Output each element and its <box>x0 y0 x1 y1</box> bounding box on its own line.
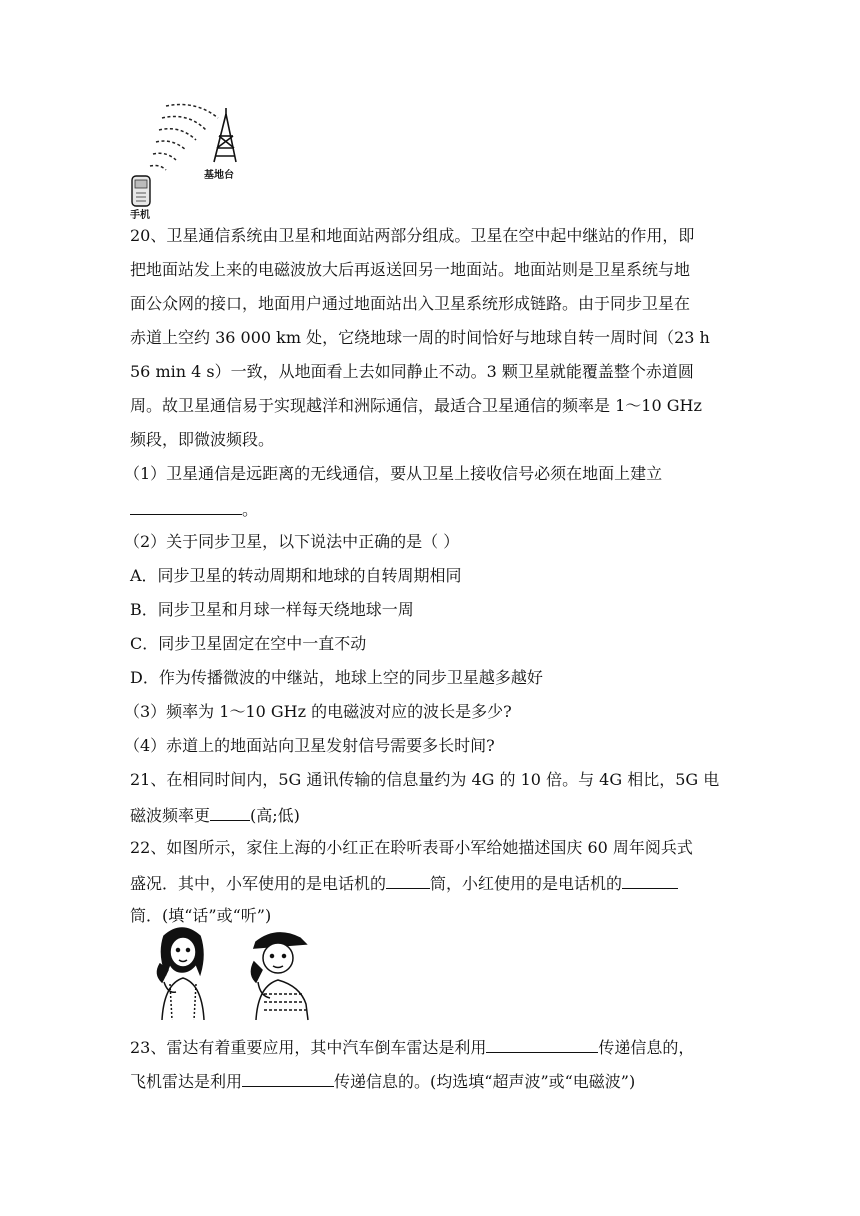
q22-text-b: 筒，小红使用的是电话机的 <box>430 874 623 893</box>
q22-line-1: 22、如图所示，家住上海的小红正在聆听表哥小军给她描述国庆 60 周年阅兵式 <box>130 838 693 857</box>
q22-blank-2[interactable] <box>622 872 678 889</box>
signal-waves-diagram <box>126 96 266 220</box>
q22-line-2 <box>130 872 678 894</box>
q20-option-a: A．同步卫星的转动周期和地球的自转周期相同 <box>130 566 462 585</box>
q23-text-c: 飞机雷达是利用 <box>130 1072 243 1091</box>
q20-sub3: （3）频率为 1～10 GHz 的电磁波对应的波长是多少? <box>124 702 512 721</box>
q20-option-c: C．同步卫星固定在空中一直不动 <box>130 634 367 653</box>
q20-line-3: 面公众网的接口，地面用户通过地面站出入卫星系统形成链路。由于同步卫星在 <box>130 294 691 313</box>
q20-sub1-end: 。 <box>242 500 259 519</box>
tower-label: 基地台 <box>204 170 234 181</box>
q20-sub2: （2）关于同步卫星，以下说法中正确的是（ ） <box>124 532 460 551</box>
q23-line-2 <box>130 1070 635 1092</box>
telephone-people-figure <box>150 924 330 1024</box>
q21-line-1: 21、在相同时间内，5G 通讯传输的信息量约为 4G 的 10 倍。与 4G 相比，5G 电 <box>130 770 720 789</box>
q23-text-b: 传递信息的， <box>598 1038 695 1057</box>
boy-on-phone-icon <box>251 933 308 1020</box>
q20-option-d: D．作为传播微波的中继站，地球上空的同步卫星越多越好 <box>130 668 543 687</box>
q20-sub4: （4）赤道上的地面站向卫星发射信号需要多长时间? <box>124 736 495 755</box>
q20-line-1: 20、卫星通信系统由卫星和地面站两部分组成。卫星在空中起中继站的作用，即 <box>130 226 695 245</box>
girl-on-phone-icon <box>157 928 204 1020</box>
phone-label: 手机 <box>130 210 150 221</box>
q20-line-6: 周。故卫星通信易于实现越洋和洲际通信，最适合卫星通信的频率是 1～10 GHz <box>130 396 702 415</box>
q22-line-3: 筒．(填“话”或“听”) <box>130 906 272 925</box>
q21-line-2 <box>130 804 300 826</box>
q20-line-5: 56 min 4 s）一致，从地面看上去如同静止不动。3 颗卫星就能覆盖整个赤道圆 <box>130 362 694 381</box>
q21-blank[interactable] <box>210 804 250 821</box>
q20-line-2: 把地面站发上来的电磁波放大后再返送回另一地面站。地面站则是卫星系统与地 <box>130 260 691 279</box>
q20-sub1-blank[interactable] <box>130 498 242 515</box>
q22-text-a: 盛况．其中，小军使用的是电话机的 <box>130 874 387 893</box>
q20-sub1: （1）卫星通信是远距离的无线通信，要从卫星上接收信号必须在地面上建立 <box>124 464 663 483</box>
q22-blank-1[interactable] <box>386 872 430 889</box>
q23-blank-1[interactable] <box>486 1036 598 1053</box>
base-station-figure <box>126 96 266 220</box>
q21-text-b: (高;低) <box>250 806 300 825</box>
q23-text-a: 23、雷达有着重要应用，其中汽车倒车雷达是利用 <box>130 1038 487 1057</box>
q20-line-4: 赤道上空约 36 000 km 处，它绕地球一周的时间恰好与地球自转一周时间（23 h <box>130 328 710 347</box>
q23-text-d: 传递信息的。(均选填“超声波”或“电磁波”) <box>334 1072 636 1091</box>
tower-icon <box>214 108 236 162</box>
q23-line-1 <box>130 1036 694 1058</box>
q23-blank-2[interactable] <box>242 1070 334 1087</box>
people-on-phone-illustration <box>150 924 330 1024</box>
q20-sub1-answer-line <box>130 498 258 520</box>
q20-line-7: 频段，即微波频段。 <box>130 430 275 449</box>
mobile-phone-icon <box>132 176 150 206</box>
q20-option-b: B．同步卫星和月球一样每天绕地球一周 <box>130 600 414 619</box>
q21-text-a: 磁波频率更 <box>130 806 211 825</box>
